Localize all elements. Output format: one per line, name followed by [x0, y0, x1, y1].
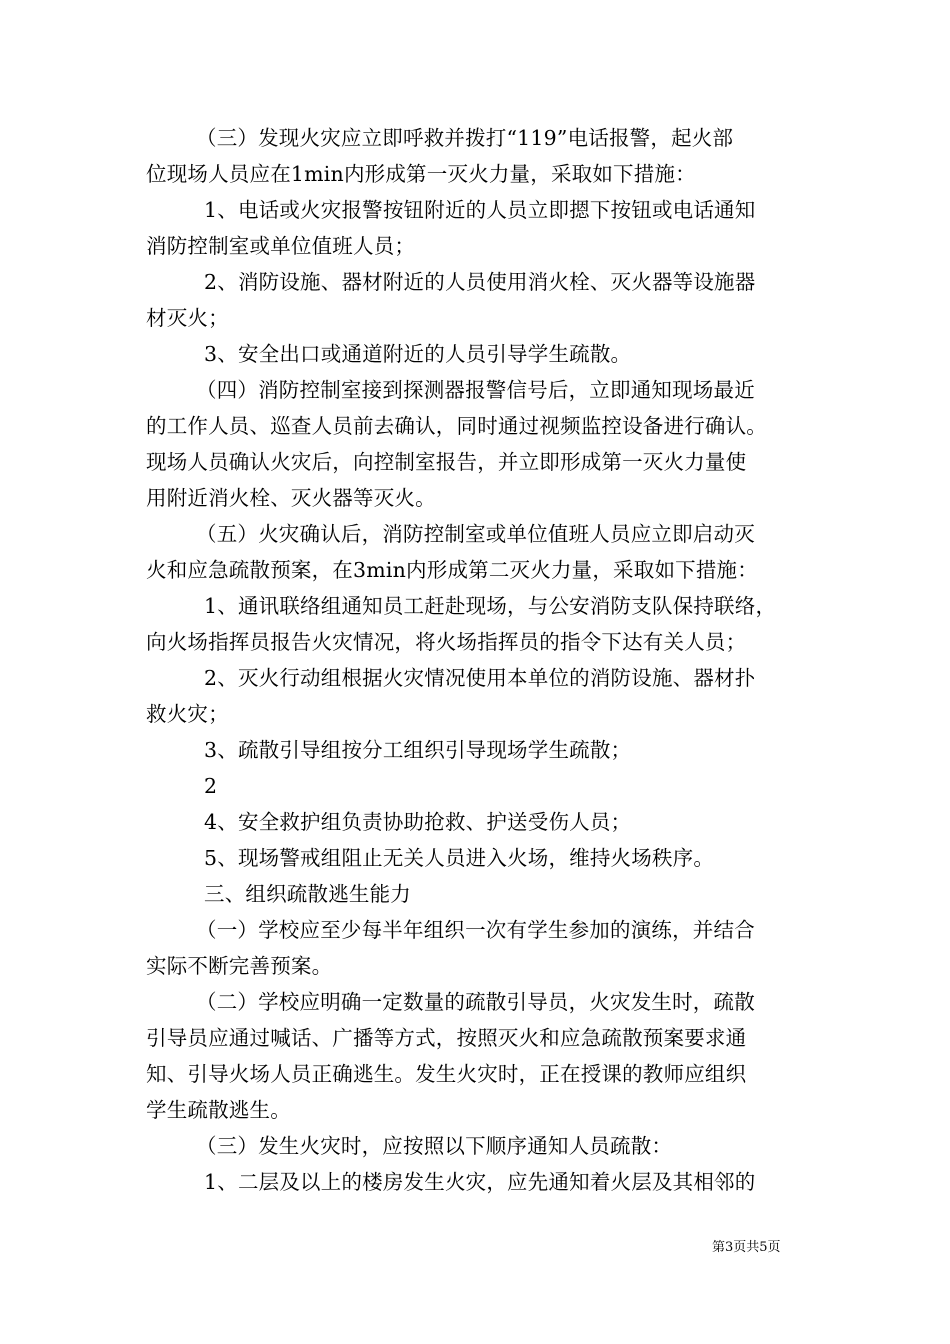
- paragraph-line: 5、现场警戒组阻止无关人员进入火场，维持火场秩序。: [204, 846, 715, 870]
- paragraph-line: 救火灾；: [146, 702, 229, 726]
- section-heading: 三、组织疏散逃生能力: [204, 882, 411, 906]
- paragraph-line: 引导员应通过喊话、广播等方式，按照灭火和应急疏散预案要求通: [146, 1026, 747, 1050]
- paragraph-line: 1、通讯联络组通知员工赶赴现场，与公安消防支队保持联络，: [204, 594, 777, 618]
- paragraph-line: （三）发现火灾应立即呼救并拨打“119”电话报警，起火部: [196, 126, 734, 150]
- paragraph-line: 1、二层及以上的楼房发生火灾，应先通知着火层及其相邻的: [204, 1170, 756, 1194]
- paragraph-line: 用附近消火栓、灭火器等灭火。: [146, 486, 436, 510]
- paragraph-line: 向火场指挥员报告火灾情况，将火场指挥员的指令下达有关人员；: [146, 630, 747, 654]
- paragraph-line: 火和应急疏散预案，在3min内形成第二灭火力量，采取如下措施：: [146, 558, 758, 582]
- paragraph-line: 消防控制室或单位值班人员；: [146, 234, 416, 258]
- paragraph-line: 材灭火；: [146, 306, 229, 330]
- page-break-number: 2: [204, 774, 218, 798]
- paragraph-line: 实际不断完善预案。: [146, 954, 333, 978]
- paragraph-line: 学生疏散逃生。: [146, 1098, 291, 1122]
- paragraph-line: 3、疏散引导组按分工组织引导现场学生疏散；: [204, 738, 632, 762]
- paragraph-line: 2、消防设施、器材附近的人员使用消火栓、灭火器等设施器: [204, 270, 756, 294]
- paragraph-line: （四）消防控制室接到探测器报警信号后，立即通知现场最近: [196, 378, 755, 402]
- paragraph-line: 1、电话或火灾报警按钮附近的人员立即摁下按钮或电话通知: [204, 198, 756, 222]
- paragraph-line: 4、安全救护组负责协助抢救、护送受伤人员；: [204, 810, 632, 834]
- paragraph-line: （五）火灾确认后，消防控制室或单位值班人员应立即启动灭: [196, 522, 755, 546]
- paragraph-line: 2、灭火行动组根据火灾情况使用本单位的消防设施、器材扑: [204, 666, 756, 690]
- paragraph-line: 3、安全出口或通道附近的人员引导学生疏散。: [204, 342, 632, 366]
- paragraph-line: （三）发生火灾时，应按照以下顺序通知人员疏散：: [196, 1134, 673, 1158]
- paragraph-line: （一）学校应至少每半年组织一次有学生参加的演练，并结合: [196, 918, 755, 942]
- paragraph-line: 位现场人员应在1min内形成第一灭火力量，采取如下措施：: [146, 162, 696, 186]
- paragraph-line: （二）学校应明确一定数量的疏散引导员，火灾发生时，疏散: [196, 990, 755, 1014]
- paragraph-line: 现场人员确认火灾后，向控制室报告，并立即形成第一灭火力量使: [146, 450, 747, 474]
- paragraph-line: 知、引导火场人员正确逃生。发生火灾时，正在授课的教师应组织: [146, 1062, 747, 1086]
- page-footer: 第3页共5页: [712, 1240, 781, 1255]
- paragraph-line: 的工作人员、巡查人员前去确认，同时通过视频监控设备进行确认。: [146, 414, 767, 438]
